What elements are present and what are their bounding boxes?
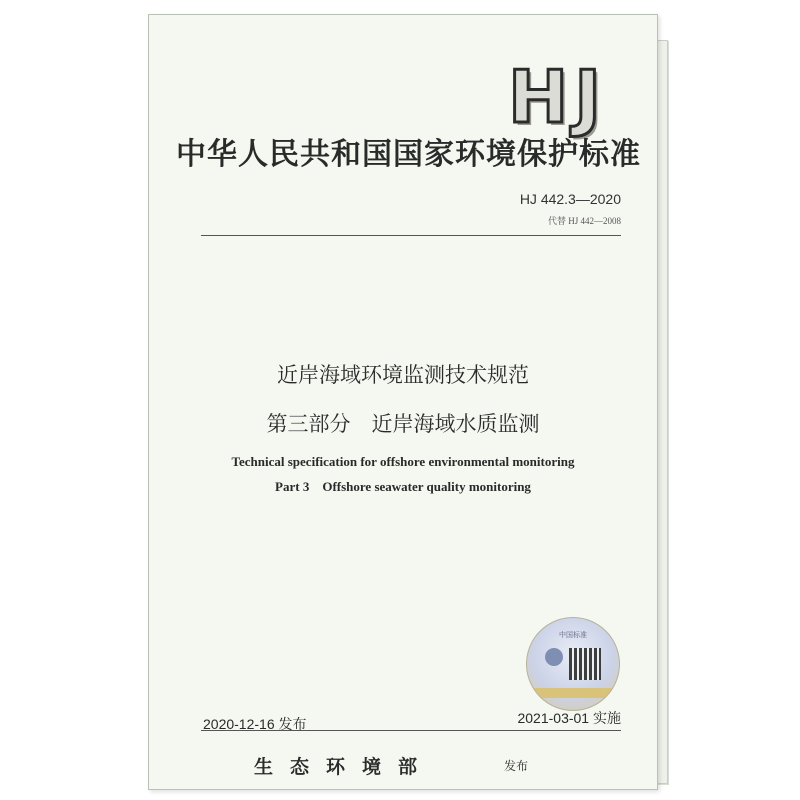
title-en-main: Technical specification for offshore environmental monitoring [231, 454, 575, 469]
replaces-note: 代替 HJ 442—2008 [547, 216, 621, 226]
title-en-part: Part 3 Offshore seawater quality monitoring [275, 479, 531, 494]
top-divider [201, 235, 621, 236]
implement-date: 2021-03-01 实施 [517, 710, 621, 726]
issuer-suffix: 发布 [504, 759, 529, 773]
title-cn-main: 近岸海域环境监测技术规范 [277, 363, 529, 387]
seal-band [527, 688, 619, 698]
title-cn-part: 第三部分 近岸海域水质监测 [266, 412, 540, 436]
qr-code-icon [569, 648, 601, 680]
publish-date: 2020-12-16 发布 [203, 716, 307, 732]
issuing-authority: 生态环境部 [254, 756, 435, 778]
seal-label: 中国标准 [559, 631, 587, 639]
emblem-icon [545, 648, 563, 666]
hj-logo: HJ [507, 55, 607, 139]
standard-number: HJ 442.3—2020 [519, 191, 621, 207]
bottom-divider [201, 730, 621, 731]
standard-title: 中华人民共和国国家环境保护标准 [176, 137, 641, 172]
anti-counterfeit-seal [526, 617, 620, 711]
document-cover [148, 14, 658, 790]
